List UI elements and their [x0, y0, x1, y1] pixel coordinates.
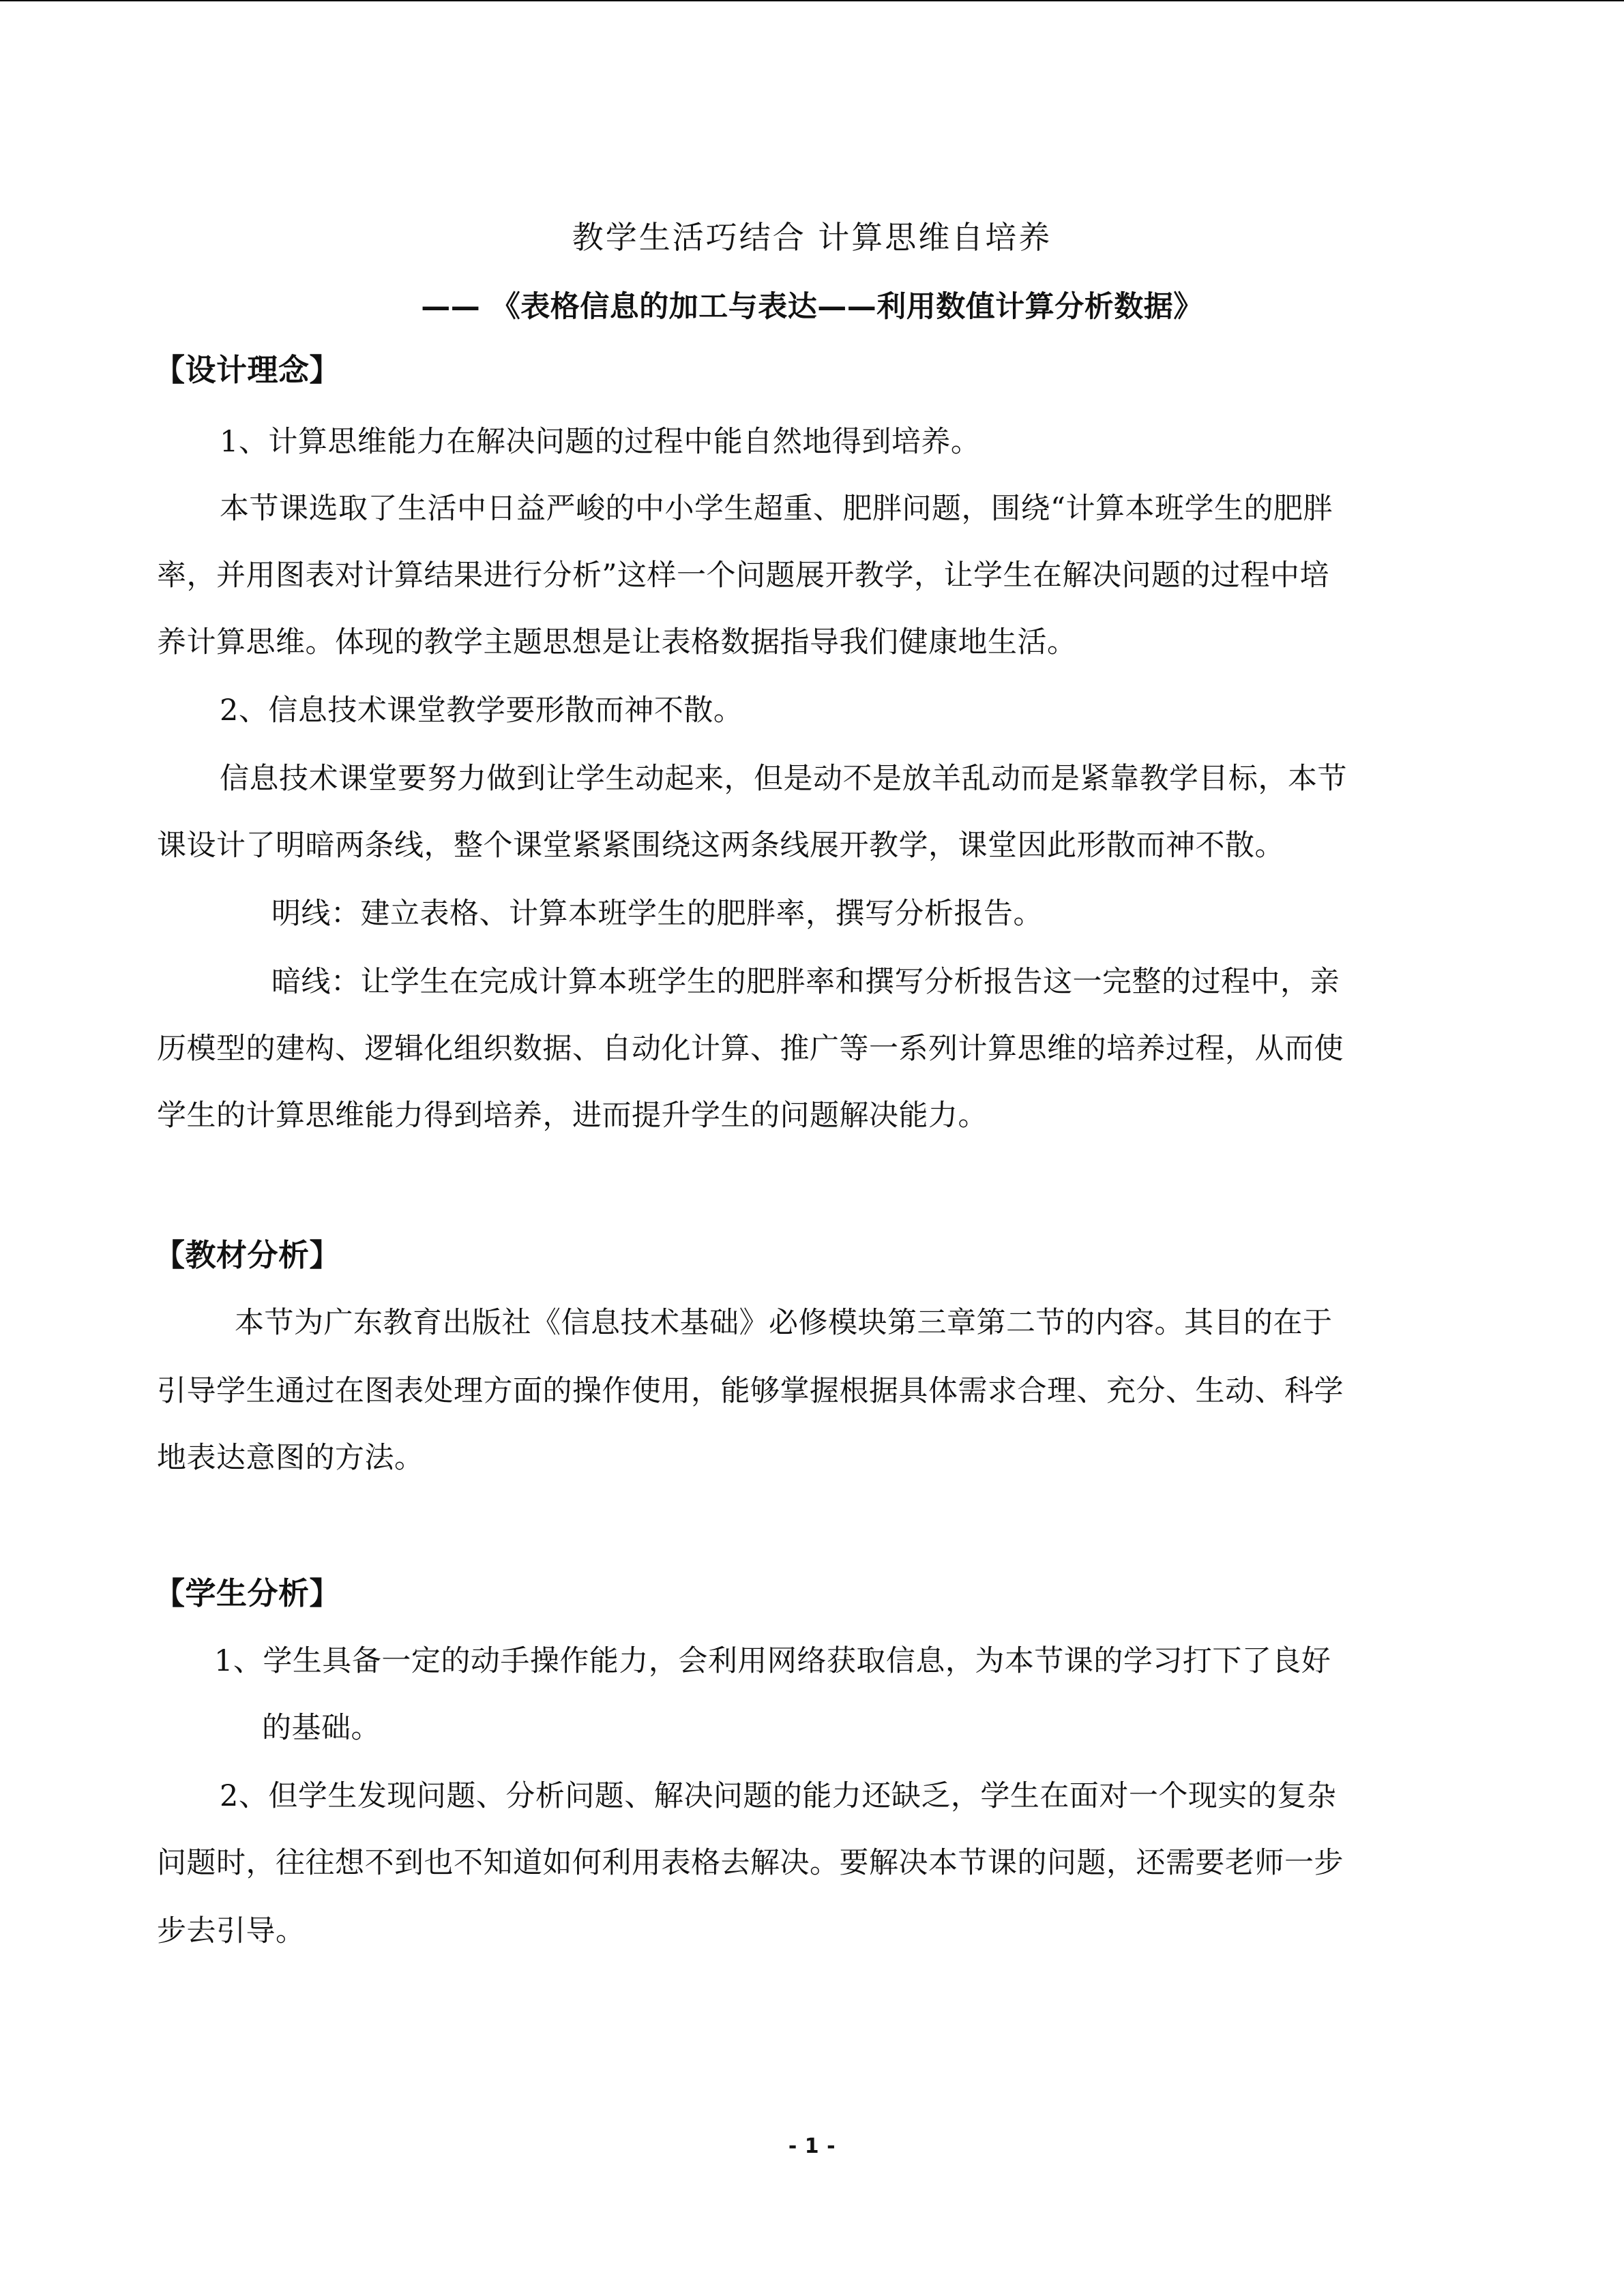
paragraph-line: 学生的计算思维能力得到培养，进而提升学生的问题解决能力。	[157, 1099, 988, 1133]
paragraph-line: 1、学生具备一定的动手操作能力，会利用网络获取信息，为本节课的学习打下了良好	[214, 1644, 1331, 1678]
section-heading-student: 【学生分析】	[154, 1575, 341, 1611]
paragraph-line: 1、计算思维能力在解决问题的过程中能自然地得到培养。	[220, 425, 981, 459]
document-subtitle: —— 《表格信息的加工与表达——利用数值计算分析数据》	[421, 290, 1203, 324]
paragraph-line: 的基础。	[262, 1711, 381, 1745]
paragraph-line: 2、信息技术课堂教学要形散而神不散。	[220, 694, 743, 728]
document-title: 教学生活巧结合 计算思维自培养	[572, 219, 1052, 256]
paragraph-line: 历模型的建构、逻辑化组织数据、自动化计算、推广等一系列计算思维的培养过程，从而使	[157, 1032, 1344, 1066]
paragraph-line: 地表达意图的方法。	[157, 1441, 424, 1475]
paragraph-line: 问题时，往往想不到也不知道如何利用表格去解决。要解决本节课的问题，还需要老师一步	[157, 1846, 1344, 1880]
paragraph-line: 养计算思维。体现的教学主题思想是让表格数据指导我们健康地生活。	[157, 625, 1077, 659]
page-top-border	[0, 0, 1624, 1]
paragraph-line: 信息技术课堂要努力做到让学生动起来，但是动不是放羊乱动而是紧靠教学目标，本节	[220, 762, 1347, 796]
paragraph-line: 明线：建立表格、计算本班学生的肥胖率，撰写分析报告。	[271, 897, 1043, 931]
paragraph-line: 2、但学生发现问题、分析问题、解决问题的能力还缺乏，学生在面对一个现实的复杂	[220, 1779, 1337, 1813]
page-number: - 1 -	[788, 2134, 836, 2158]
paragraph-line: 本节为广东教育出版社《信息技术基础》必修模块第三章第二节的内容。其目的在于	[235, 1306, 1333, 1340]
section-heading-design: 【设计理念】	[154, 352, 341, 388]
paragraph-line: 引导学生通过在图表处理方面的操作使用，能够掌握根据具体需求合理、充分、生动、科学	[157, 1374, 1344, 1408]
paragraph-line: 暗线：让学生在完成计算本班学生的肥胖率和撰写分析报告这一完整的过程中，亲	[271, 965, 1340, 999]
paragraph-line: 步去引导。	[157, 1914, 306, 1948]
paragraph-line: 率，并用图表对计算结果进行分析”这样一个问题展开教学，让学生在解决问题的过程中培	[157, 558, 1329, 593]
section-heading-material: 【教材分析】	[154, 1237, 341, 1273]
paragraph-line: 课设计了明暗两条线，整个课堂紧紧围绕这两条线展开教学，课堂因此形散而神不散。	[157, 829, 1284, 863]
paragraph-line: 本节课选取了生活中日益严峻的中小学生超重、肥胖问题，围绕“计算本班学生的肥胖	[220, 492, 1333, 526]
